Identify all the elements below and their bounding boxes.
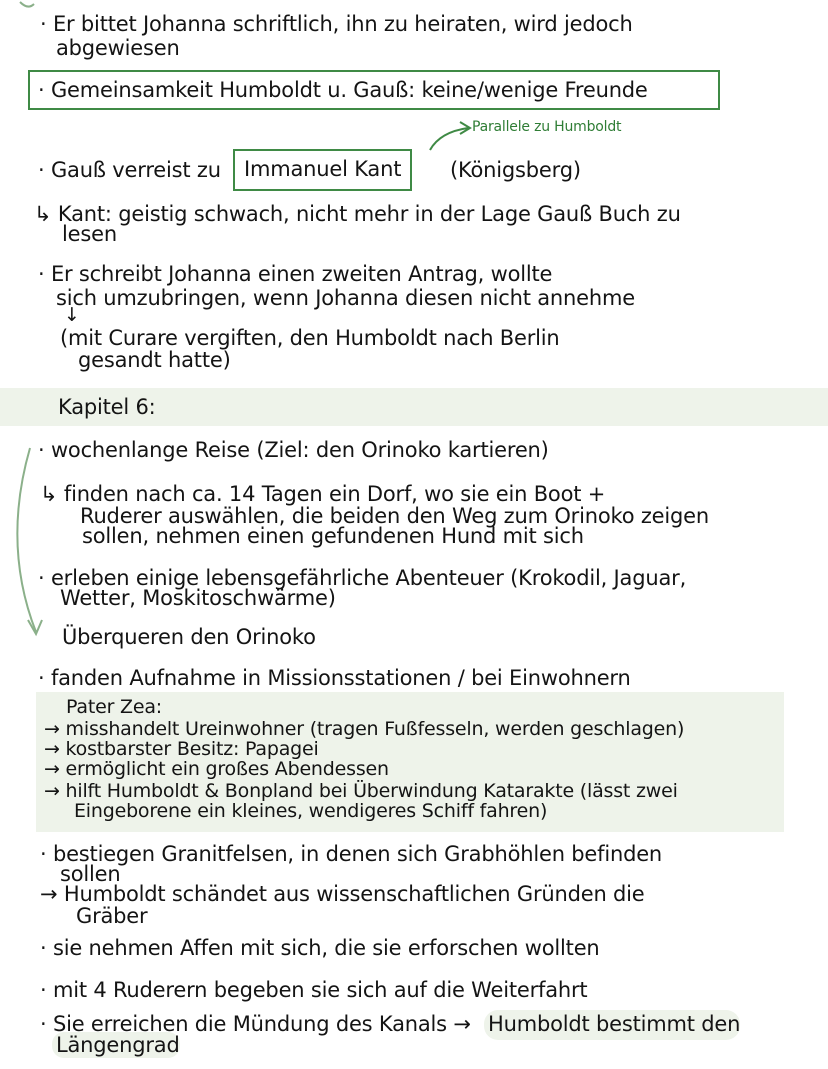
line-graeber-2: Gräber xyxy=(76,904,148,928)
parallele-arrowhead xyxy=(460,122,470,134)
line-granitfelsen-2: sollen xyxy=(60,862,121,886)
line-gemeinsamkeit: · Gemeinsamkeit Humboldt u. Gauß: keine/wenige Freunde xyxy=(38,78,648,102)
line-koenigsberg: (Königsberg) xyxy=(450,158,581,182)
kant-name: Immanuel Kant xyxy=(244,157,402,181)
line-abendessen: → ermöglicht ein großes Abendessen xyxy=(44,758,389,780)
line-dorf-2: Ruderer auswählen, die beiden den Weg zum Orinoko zeigen xyxy=(80,504,709,528)
chapter-curve-arrow xyxy=(17,448,36,632)
pater-zea-heading: Pater Zea: xyxy=(66,696,162,718)
line-orinoko: Überqueren den Orinoko xyxy=(62,625,316,649)
top-curve-arrow xyxy=(20,2,34,7)
down-arrow: ↓ xyxy=(64,304,80,326)
line-abenteuer-2: Wetter, Moskitoschwärme) xyxy=(60,586,336,610)
line-katarakte-2: Eingeborene ein kleines, wendigeres Schiff fahren) xyxy=(74,800,548,822)
line-antrag-1-cont: abgewiesen xyxy=(56,36,180,60)
line-misshandelt: → misshandelt Ureinwohner (tragen Fußfesseln, werden geschlagen) xyxy=(44,718,685,740)
line-dorf-3: sollen, nehmen einen gefundenen Hund mit sich xyxy=(82,524,584,548)
line-aufnahme: · fanden Aufnahme in Missionsstationen / bei Einwohnern xyxy=(38,666,631,690)
line-curare-cont: gesandt hatte) xyxy=(78,348,231,372)
line-curare: (mit Curare vergiften, den Humboldt nach Berlin xyxy=(60,326,560,350)
line-affen: · sie nehmen Affen mit sich, die sie erforschen wollten xyxy=(40,936,600,960)
line-kant-schwach: ↳ Kant: geistig schwach, nicht mehr in der Lage Gauß Buch zu xyxy=(34,202,681,226)
chapter-heading: Kapitel 6: xyxy=(58,395,156,419)
line-dorf-1: ↳ finden nach ca. 14 Tagen ein Dorf, wo sie ein Boot + xyxy=(40,482,606,506)
line-zweiter-antrag: · Er schreibt Johanna einen zweiten Antrag, wollte xyxy=(38,262,553,286)
line-reise: · wochenlange Reise (Ziel: den Orinoko kartieren) xyxy=(38,438,549,462)
line-zweiter-antrag-2: sich umzubringen, wenn Johanna diesen nicht annehme xyxy=(56,286,635,310)
line-abenteuer-1: · erleben einige lebensgefährliche Abenteuer (Krokodil, Jaguar, xyxy=(38,566,687,590)
line-kant-schwach-cont: lesen xyxy=(62,222,117,246)
line-ruderer: · mit 4 Ruderern begeben sie sich auf die Weiterfahrt xyxy=(40,978,588,1002)
line-laengengrad: Längengrad xyxy=(56,1033,180,1057)
line-papagei: → kostbarster Besitz: Papagei xyxy=(44,738,319,760)
line-verreist: · Gauß verreist zu xyxy=(38,158,221,182)
chapter-curve-arrowhead xyxy=(28,620,42,634)
line-muendung: · Sie erreichen die Mündung des Kanals → xyxy=(40,1012,471,1036)
line-granitfelsen-1: · bestiegen Granitfelsen, in denen sich Grabhöhlen befinden xyxy=(40,842,663,866)
line-antrag-1: · Er bittet Johanna schriftlich, ihn zu heiraten, wird jedoch xyxy=(40,12,633,36)
line-katarakte-1: → hilft Humboldt & Bonpland bei Überwindung Katarakte (lässt zwei xyxy=(44,780,678,802)
line-graeber-1: → Humboldt schändet aus wissenschaftlichen Gründen die xyxy=(40,882,645,906)
humboldt-laengengrad: Humboldt bestimmt den xyxy=(488,1012,741,1036)
parallele-arrow xyxy=(430,128,468,150)
note-parallele: Parallele zu Humboldt xyxy=(472,119,622,135)
